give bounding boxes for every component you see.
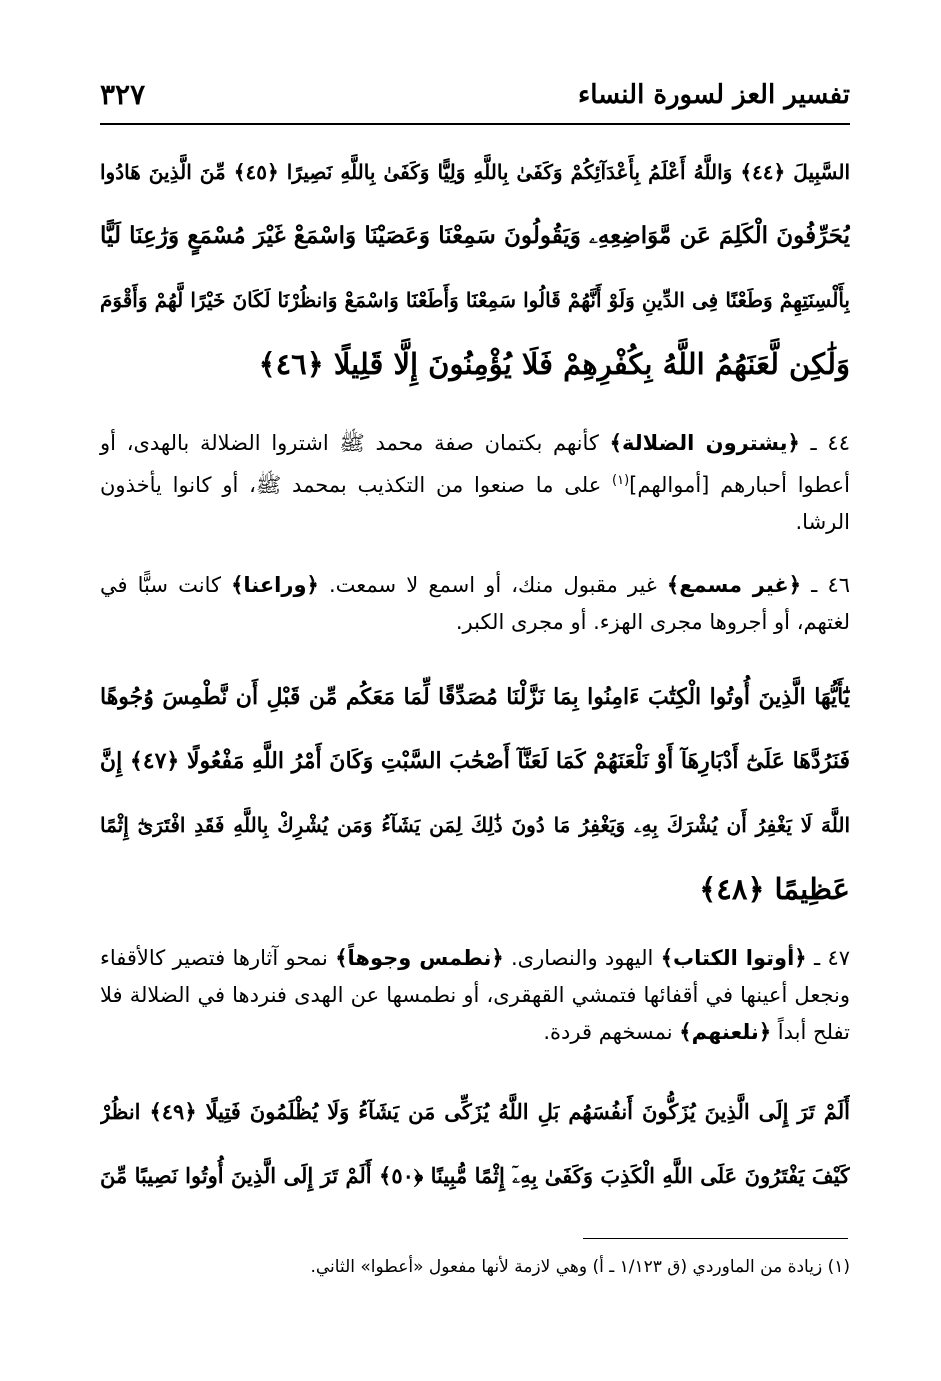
verse-number: ٤٤ ـ (799, 431, 850, 455)
commentary-text: على ما صنعوا من التكذيب بمحمد ﷺ، أو كانوا يأخذون الرشا. (100, 473, 850, 534)
verse-number: ٤٦ ـ (801, 573, 850, 597)
verse-number: ٤٧ ـ (806, 946, 850, 970)
quran-line: أَلَمْ تَرَ إِلَى الَّذِينَ يُزَكُّونَ أَنفُسَهُم بَلِ اللَّهُ يُزَكِّى مَن يَشَآءُ وَلَا يُظْلَمُونَ فَتِيلًا ﴿٤٩﴾ انظُرْ (100, 1099, 850, 1124)
commentary-text: كانت سبًّا في لغتهم، أو أجروها مجرى الهزء. أو مجرى الكبر. (100, 573, 850, 634)
commentary-text: كأنهم بكتمان صفة محمد ﷺ اشتروا الضلالة بالهدى، أو أعطوا أحبارهم [أموالهم] (100, 431, 850, 497)
quran-line: فَنَرُدَّهَا عَلَىٰٓ أَدْبَارِهَآ أَوْ نَلْعَنَهُمْ كَمَا لَعَنَّآ أَصْحَٰبَ السَّبْتِ وَكَانَ أَمْرُ اللَّهِ مَفْعُولًا ﴿٤٧﴾ إِنَّ (100, 748, 850, 774)
commentary-47 (100, 940, 850, 1051)
quran-line: بِأَلْسِنَتِهِمْ وَطَعْنًا فِى الدِّينِ وَلَوْ أَنَّهُمْ قَالُوا سَمِعْنَا وَأَطَعْنَا وَاسْمَعْ وَانظُرْنَا لَكَانَ خَيْرًا لَّهُمْ وَأَقْوَمَ (100, 288, 850, 312)
header-title: تفسير العز لسورة النساء (577, 80, 850, 110)
quran-block-3 (100, 1080, 850, 1208)
commentary-text: نمحو آثارها فتصير كالأقفاء ونجعل أعينها في أقفائها فتمشي القهقرى، أو نطمسها عن الهدى فنردها في الضلالة فلا تفلح أبداً (100, 946, 850, 1044)
quran-line: عَظِيمًا ﴿٤٨﴾ (699, 872, 850, 906)
quoted-phrase: ﴿وراعنا﴾ (231, 573, 319, 597)
quran-line: يُحَرِّفُونَ الْكَلِمَ عَن مَّوَاضِعِهِۦ وَيَقُولُونَ سَمِعْنَا وَعَصَيْنَا وَاسْمَعْ غَيْرَ مُسْمَعٍ وَرَٰعِنَا لَيًّا (100, 222, 850, 249)
quoted-phrase: ﴿غير مسمع﴾ (666, 573, 802, 597)
quran-block-1 (100, 140, 850, 396)
footnote-rule (583, 1238, 848, 1239)
quran-line: اللَّهَ لَا يَغْفِرُ أَن يُشْرَكَ بِهِۦ وَيَغْفِرُ مَا دُونَ ذَٰلِكَ لِمَن يَشَآءُ وَمَن يُشْرِكْ بِاللَّهِ فَقَدِ افْتَرَىٰٓ إِثْمًا (100, 813, 850, 837)
quran-line: كَيْفَ يَفْتَرُونَ عَلَى اللَّهِ الْكَذِبَ وَكَفَىٰ بِهِۦٓ إِثْمًا مُّبِينًا ﴿٥٠﴾ أَلَمْ تَرَ إِلَى الَّذِينَ أُوتُوا نَصِيبًا مِّنَ (100, 1163, 850, 1188)
quran-line: السَّبِيلَ ﴿٤٤﴾ وَاللَّهُ أَعْلَمُ بِأَعْدَآئِكُمْ وَكَفَىٰ بِاللَّهِ وَلِيًّا وَكَفَىٰ بِاللَّهِ نَصِيرًا ﴿٤٥﴾ مِّنَ الَّذِينَ هَادُوا (100, 160, 850, 184)
footnote: (١) زيادة من الماوردي (ق ١/١٢٣ ـ أ) وهي لازمة لأنها مفعول «أعطوا» الثاني. (310, 1257, 850, 1277)
quran-line: وَلَٰكِن لَّعَنَهُمُ اللَّهُ بِكُفْرِهِمْ فَلَا يُؤْمِنُونَ إِلَّا قَلِيلًا ﴿٤٦﴾ (258, 347, 850, 381)
quoted-phrase: ﴿يشترون الضلالة﴾ (609, 431, 800, 455)
header-rule (100, 123, 850, 125)
commentary-text: نمسخهم قردة. (543, 1020, 680, 1044)
footnote-marker: (١) (612, 473, 630, 488)
commentary-text: غير مقبول منك، أو اسمع لا سمعت. (318, 573, 667, 597)
commentary-44 (100, 425, 850, 541)
quran-block-2 (100, 665, 850, 921)
quran-line: يَٰٓأَيُّهَا الَّذِينَ أُوتُوا الْكِتَٰبَ ءَامِنُوا بِمَا نَزَّلْنَا مُصَدِّقًا لِّمَا مَعَكُم مِّن قَبْلِ أَن نَّطْمِسَ وُجُوهًا (100, 684, 850, 710)
commentary-text: اليهود والنصارى. (503, 946, 661, 970)
running-header (100, 70, 850, 120)
quoted-phrase: ﴿نلعنهم﴾ (679, 1020, 772, 1044)
page-number: ٣٢٧ (100, 78, 146, 111)
commentary-46 (100, 567, 850, 641)
quoted-phrase: ﴿أوتوا الكتاب﴾ (660, 946, 807, 970)
quoted-phrase: ﴿نطمس وجوهاً﴾ (335, 946, 504, 970)
